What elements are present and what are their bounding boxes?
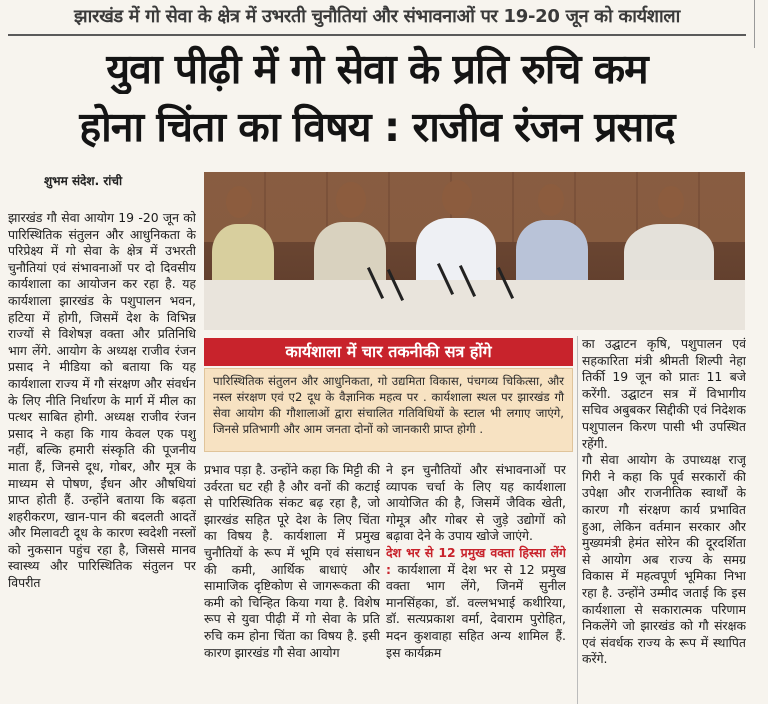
press-conference-photo — [204, 172, 745, 330]
info-box: पारिस्थितिक संतुलन और आधुनिकता, गो उद्यमिता विकास, पंचगव्य चिकित्सा, और नस्ल संरक्षण एवं ए2 दूध के वैज्ञानिक महत्व पर . कार्यशाला स्थल पर झारखंड गौ सेवा आयोग की गौशालाओं द्वारा संचालित गतिविधियों के स्टाल भी लगाए जाएंगे, जिनसे प्रतिभागी और आम जनता दोनों को जानकारी प्राप्त होगी . — [204, 368, 573, 452]
article-column-1 — [8, 210, 196, 704]
article-paragraph — [386, 545, 566, 661]
photo-person-head — [442, 180, 472, 216]
speakers-subhead: देश भर से 12 प्रमुख वक्ता हिस्सा लेंगे : — [386, 544, 566, 577]
article-column-4 — [582, 336, 746, 704]
headline-line-1: युवा पीढ़ी में गो सेवा के प्रति रुचि कम — [106, 45, 648, 93]
article-paragraph: झारखंड गौ सेवा आयोग 19 -20 जून को पारिस्थितिक संतुलन और आधुनिकता के परिप्रेक्ष्य में गो सेवा के क्षेत्र में उभरती चुनौतियां एवं संभावनाओं पर दो दिवसीय कार्यशाला का आयोजन कर रहा है. यह कार्यशाला झारखंड के पशुपालन भवन, हटिया में होगी, जिसमें देश के विभिन्न राज्यों से विशेषज्ञ वक्ता और प्रतिनिधि भाग लेंगे. आयोग के अध्यक्ष राजीव रंजन प्रसाद ने मीडिया को बताया कि यह कार्यशाला राज्य में गौ संरक्षण और संवर्धन के लिए नीति निर्धारण के मार्ग में मील का पत्थर साबित होगी. अध्यक्ष राजीव रंजन प्रसाद ने कहा कि गाय केवल एक पशु नहीं, बल्कि हमारी संस्कृति की पूजनीय माता हैं, जिनसे दूध, गोबर, और मूत्र के माध्यम से पोषण, ईंधन और औषधियां प्राप्त होती हैं. उन्होंने बताया कि बढ़ता शहरीकरण, खान-पान की बदलती आदतें और मिलावटी दूध के कारण स्वदेशी नस्लों को नुकसान पहुंच रहा है, जिससे मानव स्वास्थ्य और पारिस्थितिक संतुलन पर विपरीत — [8, 210, 196, 591]
article-paragraph: गौ सेवा आयोग के उपाध्यक्ष राजू गिरी ने कहा कि पूर्व सरकारों की उपेक्षा और राजनीतिक स्वार्थों के कारण गौ संरक्षण कार्य प्रभावित हुआ, लेकिन वर्तमान सरकार और मुख्यमंत्री हेमंत सोरेन की दूरदर्शिता से आयोग अब राज्य के समग्र विकास में महत्वपूर्ण भूमिका निभा रहा है. उन्होंने उम्मीद जताई कि इस कार्यशाला से सकारात्मक परिणाम निकलेंगे जो झारखंड को गौ संरक्षक एवं संवर्धक राज्य के रूप में स्थापित करेंगे. — [582, 452, 746, 667]
speakers-text: कार्यशाला में देश भर से 12 प्रमुख वक्ता भाग लेंगे, जिनमें सुनील मानसिंहका, डॉ. वल्लभभाई कथीरिया, डॉ. सत्यप्रकाश वर्मा, देवाराम पुरोहित, मदन कुशवाहा सहित अन्य शामिल हैं. इस कार्यक्रम — [386, 561, 566, 660]
photo-person-head — [226, 186, 252, 218]
top-rule — [8, 34, 746, 36]
photo-person-head — [336, 182, 366, 218]
photo-person-head — [658, 186, 684, 218]
headline-line-2: होना चिंता का विषय : राजीव रंजन प्रसाद — [79, 103, 675, 151]
photo-person-head — [538, 184, 564, 216]
kicker-headline: झारखंड में गो सेवा के क्षेत्र में उभरती चुनौतियां और संभावनाओं पर 19-20 जून को कार्यशाला — [74, 6, 680, 27]
box-subhead: कार्यशाला में चार तकनीकी सत्र होंगे — [204, 338, 573, 366]
article-paragraph: ने इन चुनौतियों और संभावनाओं पर व्यापक चर्चा के लिए यह कार्यशाला आयोजित की है, जिसमें जैविक खेती, गोमूत्र और गोबर से जुड़े उद्योगों को बढ़ावा देने के उपाय खोजे जाएंगे. — [386, 462, 566, 544]
article-paragraph: का उद्घाटन कृषि, पशुपालन एवं सहकारिता मंत्री श्रीमती शिल्पी नेहा तिर्की 19 जून को प्रातः 11 बजे करेंगी. उद्घाटन सत्र में विभागीय सचिव अबुबकर सिद्दीकी एवं निदेशक पशुपालन किरण पासी भी उपस्थित रहेंगी. — [582, 336, 746, 451]
article-paragraph: प्रभाव पड़ा है. उन्होंने कहा कि मिट्टी की उर्वरता घट रही है और वनों की कटाई से पारिस्थितिक संकट बढ़ रहा है, जो झारखंड सहित पूरे देश के लिए चिंता का विषय है. कार्यशाला में प्रमुख चुनौतियों के रूप में भूमि एवं संसाधन की कमी, आर्थिक बाधाएं और सामाजिक दृष्टिकोण से जागरूकता की कमी को चिन्हित किया गया है. विशेष रूप से युवा पीढ़ी में गो सेवा के प्रति रुचि कम होना चिंता का विषय है. इसी कारण झारखंड गौ सेवा आयोग — [204, 462, 380, 660]
article-column-3 — [386, 462, 566, 704]
photo-table — [204, 280, 745, 330]
column-divider — [577, 336, 578, 704]
page-edge-mark — [754, 0, 768, 48]
article-column-2 — [204, 462, 380, 704]
byline: शुभम संदेश. रांची — [44, 174, 123, 188]
